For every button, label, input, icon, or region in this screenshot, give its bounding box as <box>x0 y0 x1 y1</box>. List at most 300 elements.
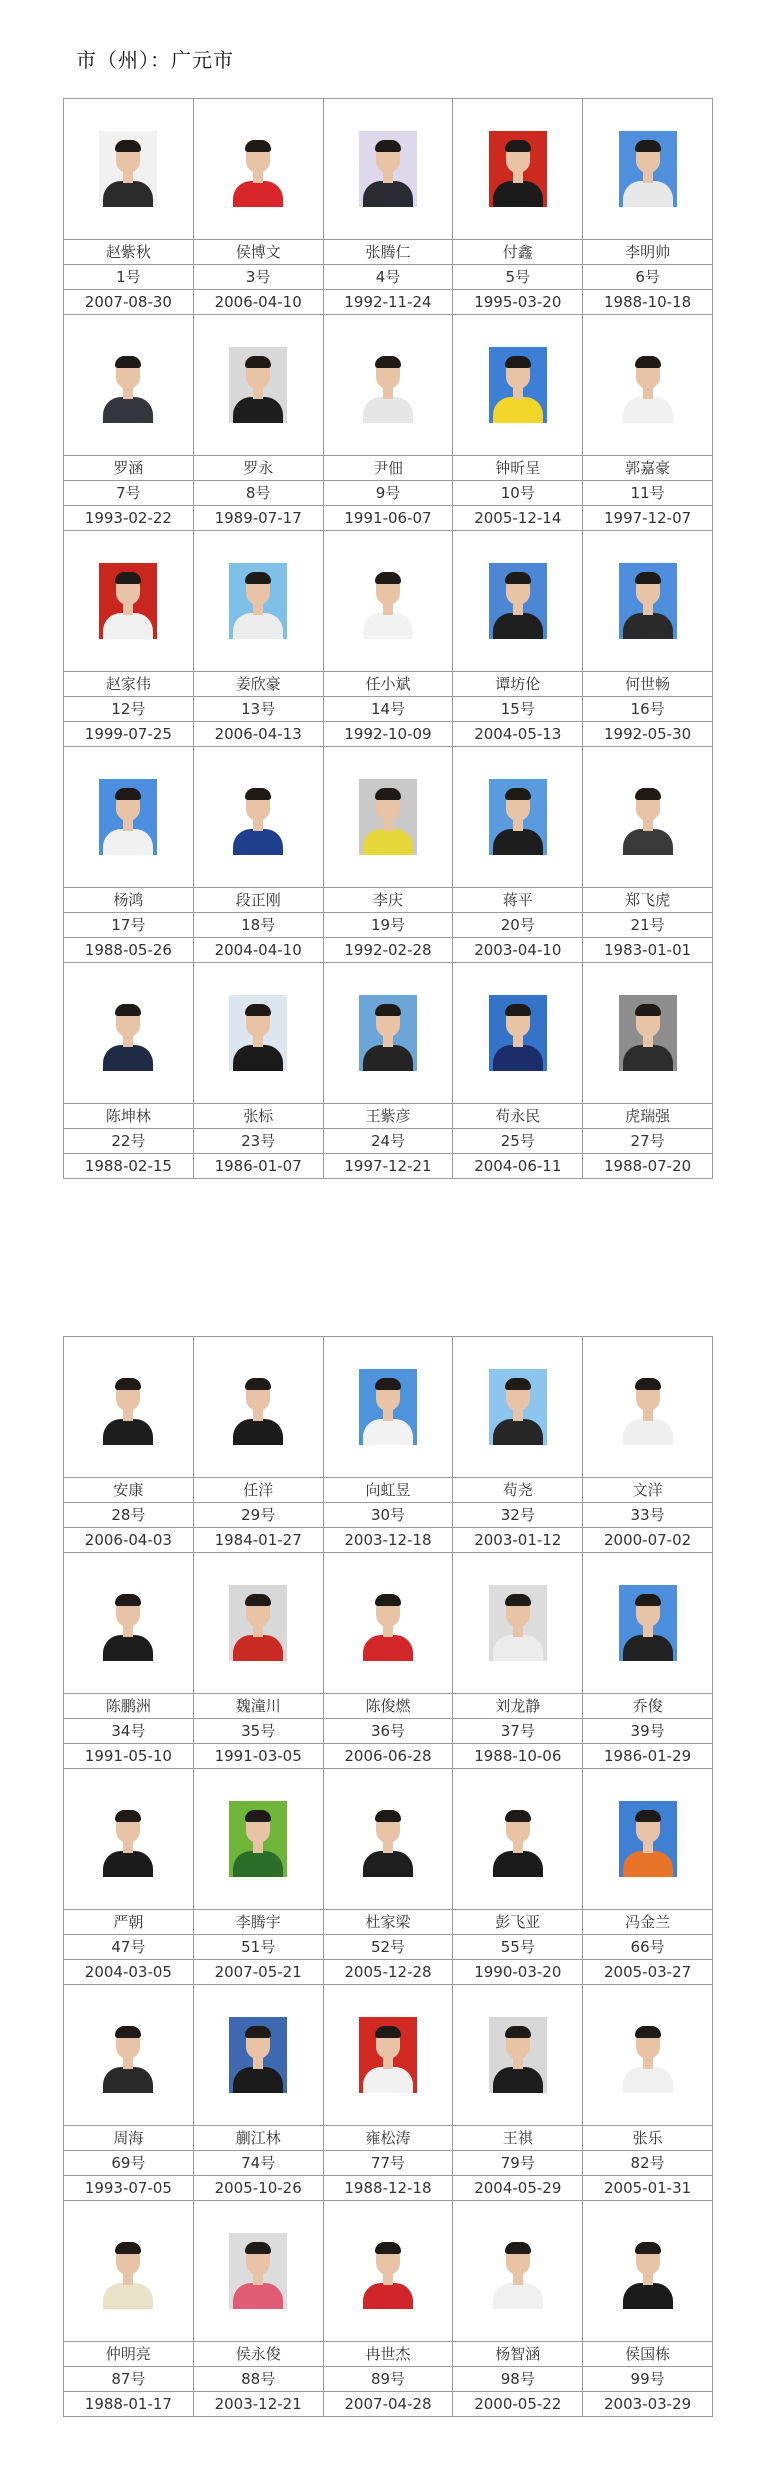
photo-shirt <box>233 1045 283 1071</box>
player-name: 文洋 <box>583 1478 713 1503</box>
photo-hair <box>505 1810 531 1822</box>
photo-cell <box>193 99 323 240</box>
photo-hair <box>115 356 141 368</box>
photo-shirt <box>623 1851 673 1877</box>
player-name: 苟永民 <box>453 1104 583 1129</box>
photo-hair <box>245 1594 271 1606</box>
photo-shirt <box>103 397 153 423</box>
photo-hair <box>115 1004 141 1016</box>
player-number: 14号 <box>323 697 453 722</box>
photo-shirt <box>103 1045 153 1071</box>
photo-cell <box>193 315 323 456</box>
player-birthdate: 2004-03-05 <box>64 1960 194 1985</box>
player-number: 15号 <box>453 697 583 722</box>
photo-cell <box>64 1337 194 1478</box>
photo-shirt <box>363 1045 413 1071</box>
player-birthdate: 2005-03-27 <box>583 1960 713 1985</box>
player-photo <box>619 131 677 207</box>
player-number: 12号 <box>64 697 194 722</box>
player-number: 36号 <box>323 1719 453 1744</box>
player-number: 18号 <box>193 913 323 938</box>
photo-shirt <box>233 1635 283 1661</box>
player-birthdate-row <box>64 1960 713 1985</box>
player-photo <box>359 779 417 855</box>
photo-hair <box>115 2242 141 2254</box>
player-name: 陈坤林 <box>64 1104 194 1129</box>
photo-cell <box>64 99 194 240</box>
player-photo <box>489 2233 547 2309</box>
photo-shirt <box>233 397 283 423</box>
player-photo <box>99 995 157 1071</box>
photo-shirt <box>233 1419 283 1445</box>
player-photo <box>489 779 547 855</box>
player-name: 陈俊燃 <box>323 1694 453 1719</box>
player-name: 尹佃 <box>323 456 453 481</box>
photo-cell <box>323 1985 453 2126</box>
photo-hair <box>375 788 401 800</box>
player-photo <box>489 563 547 639</box>
photo-hair <box>245 140 271 152</box>
photo-hair <box>115 1810 141 1822</box>
photo-hair <box>245 1004 271 1016</box>
player-number: 99号 <box>583 2367 713 2392</box>
player-number: 28号 <box>64 1503 194 1528</box>
player-photo <box>489 131 547 207</box>
photo-shirt <box>103 181 153 207</box>
player-name: 安康 <box>64 1478 194 1503</box>
photo-cell <box>583 99 713 240</box>
photo-hair <box>505 1004 531 1016</box>
photo-shirt <box>363 397 413 423</box>
photo-hair <box>375 356 401 368</box>
player-name: 陈鹏洲 <box>64 1694 194 1719</box>
player-birthdate: 2003-04-10 <box>453 938 583 963</box>
player-photo <box>619 347 677 423</box>
photo-shirt <box>493 1635 543 1661</box>
photo-shirt <box>493 181 543 207</box>
photo-hair <box>115 788 141 800</box>
photo-row <box>64 1769 713 1910</box>
player-photo <box>619 1369 677 1445</box>
photo-cell <box>583 531 713 672</box>
player-birthdate: 1990-03-20 <box>453 1960 583 1985</box>
player-birthdate: 1983-01-01 <box>583 938 713 963</box>
photo-cell <box>64 2201 194 2342</box>
player-name: 李腾宇 <box>193 1910 323 1935</box>
player-name: 谭坊伦 <box>453 672 583 697</box>
photo-cell <box>323 2201 453 2342</box>
player-birthdate-row <box>64 290 713 315</box>
photo-shirt <box>103 613 153 639</box>
player-name-row <box>64 456 713 481</box>
player-photo <box>619 2017 677 2093</box>
player-name-row <box>64 2126 713 2151</box>
photo-hair <box>375 1378 401 1390</box>
player-birthdate-row <box>64 2176 713 2201</box>
player-photo <box>619 1585 677 1661</box>
photo-shirt <box>623 613 673 639</box>
photo-cell <box>323 963 453 1104</box>
photo-shirt <box>623 2067 673 2093</box>
photo-shirt <box>623 1045 673 1071</box>
player-number-row <box>64 913 713 938</box>
player-number: 29号 <box>193 1503 323 1528</box>
player-number-row <box>64 2151 713 2176</box>
player-birthdate: 2004-05-29 <box>453 2176 583 2201</box>
photo-cell <box>453 99 583 240</box>
player-number: 55号 <box>453 1935 583 1960</box>
player-birthdate-row <box>64 506 713 531</box>
player-number: 30号 <box>323 1503 453 1528</box>
photo-shirt <box>623 1419 673 1445</box>
player-number: 16号 <box>583 697 713 722</box>
player-name: 姜欣豪 <box>193 672 323 697</box>
player-birthdate: 2006-04-10 <box>193 290 323 315</box>
player-name: 何世畅 <box>583 672 713 697</box>
player-name-row <box>64 1478 713 1503</box>
photo-cell <box>453 1337 583 1478</box>
player-name-row <box>64 2342 713 2367</box>
player-photo <box>359 2017 417 2093</box>
player-number: 88号 <box>193 2367 323 2392</box>
photo-cell <box>583 747 713 888</box>
photo-hair <box>635 1378 661 1390</box>
player-birthdate-row <box>64 1744 713 1769</box>
photo-cell <box>453 315 583 456</box>
photo-hair <box>635 1004 661 1016</box>
player-birthdate-row <box>64 1528 713 1553</box>
player-photo <box>359 1585 417 1661</box>
player-number: 8号 <box>193 481 323 506</box>
player-name: 雍松涛 <box>323 2126 453 2151</box>
player-photo <box>359 347 417 423</box>
player-birthdate-row <box>64 938 713 963</box>
player-number-row <box>64 697 713 722</box>
photo-hair <box>635 788 661 800</box>
photo-shirt <box>363 2283 413 2309</box>
photo-shirt <box>363 613 413 639</box>
photo-shirt <box>623 181 673 207</box>
photo-hair <box>505 788 531 800</box>
photo-hair <box>245 572 271 584</box>
photo-hair <box>635 1810 661 1822</box>
photo-shirt <box>493 1851 543 1877</box>
photo-cell <box>453 2201 583 2342</box>
player-photo <box>489 1585 547 1661</box>
player-birthdate: 1984-01-27 <box>193 1528 323 1553</box>
player-birthdate: 2007-04-28 <box>323 2392 453 2417</box>
player-number: 27号 <box>583 1129 713 1154</box>
photo-cell <box>64 1769 194 1910</box>
photo-shirt <box>363 1635 413 1661</box>
player-photo <box>229 563 287 639</box>
player-photo <box>229 1801 287 1877</box>
photo-hair <box>635 1594 661 1606</box>
player-birthdate: 2003-12-21 <box>193 2392 323 2417</box>
photo-cell <box>453 963 583 1104</box>
photo-shirt <box>493 2283 543 2309</box>
photo-cell <box>583 315 713 456</box>
page-title: 市（州）：广元市 <box>76 48 234 72</box>
player-name: 郑飞虎 <box>583 888 713 913</box>
player-number: 9号 <box>323 481 453 506</box>
player-number: 17号 <box>64 913 194 938</box>
photo-cell <box>64 963 194 1104</box>
photo-cell <box>323 531 453 672</box>
player-number: 82号 <box>583 2151 713 2176</box>
player-number-row <box>64 1129 713 1154</box>
player-number: 1号 <box>64 265 194 290</box>
photo-row <box>64 747 713 888</box>
player-name: 杨智涵 <box>453 2342 583 2367</box>
photo-hair <box>505 572 531 584</box>
player-birthdate-row <box>64 2392 713 2417</box>
player-name: 段正刚 <box>193 888 323 913</box>
player-photo <box>229 347 287 423</box>
photo-shirt <box>233 829 283 855</box>
photo-hair <box>505 2242 531 2254</box>
photo-hair <box>245 2242 271 2254</box>
player-name: 蒋平 <box>453 888 583 913</box>
photo-cell <box>583 2201 713 2342</box>
photo-hair <box>245 788 271 800</box>
player-photo <box>359 995 417 1071</box>
player-name: 苟尧 <box>453 1478 583 1503</box>
photo-cell <box>193 1769 323 1910</box>
player-photo <box>619 779 677 855</box>
player-photo <box>359 1369 417 1445</box>
photo-hair <box>505 140 531 152</box>
player-photo <box>229 779 287 855</box>
player-photo <box>99 131 157 207</box>
player-number-row <box>64 2367 713 2392</box>
player-number-row <box>64 481 713 506</box>
photo-cell <box>193 1985 323 2126</box>
photo-cell <box>323 1769 453 1910</box>
photo-hair <box>375 1004 401 1016</box>
photo-hair <box>115 140 141 152</box>
photo-cell <box>193 531 323 672</box>
player-birthdate: 1986-01-07 <box>193 1154 323 1179</box>
player-name-row <box>64 1104 713 1129</box>
player-name: 赵家伟 <box>64 672 194 697</box>
photo-shirt <box>233 2283 283 2309</box>
player-name-row <box>64 1910 713 1935</box>
photo-shirt <box>103 1419 153 1445</box>
player-number: 35号 <box>193 1719 323 1744</box>
player-photo <box>99 1585 157 1661</box>
player-birthdate-row <box>64 722 713 747</box>
photo-hair <box>375 572 401 584</box>
player-number: 10号 <box>453 481 583 506</box>
player-name: 任洋 <box>193 1478 323 1503</box>
photo-cell <box>453 1985 583 2126</box>
player-photo <box>619 563 677 639</box>
player-number: 51号 <box>193 1935 323 1960</box>
photo-row <box>64 1553 713 1694</box>
player-photo <box>99 563 157 639</box>
player-birthdate: 1993-07-05 <box>64 2176 194 2201</box>
player-number: 3号 <box>193 265 323 290</box>
player-photo <box>229 995 287 1071</box>
player-photo <box>489 1369 547 1445</box>
player-number-row <box>64 1935 713 1960</box>
player-name: 虎瑞强 <box>583 1104 713 1129</box>
photo-cell <box>193 747 323 888</box>
player-number: 66号 <box>583 1935 713 1960</box>
photo-shirt <box>493 613 543 639</box>
player-photo <box>359 2233 417 2309</box>
photo-cell <box>193 1553 323 1694</box>
player-name: 冯金兰 <box>583 1910 713 1935</box>
photo-shirt <box>363 1851 413 1877</box>
player-name: 蒯江林 <box>193 2126 323 2151</box>
photo-hair <box>375 2026 401 2038</box>
photo-hair <box>505 1378 531 1390</box>
player-photo <box>99 1801 157 1877</box>
photo-row <box>64 531 713 672</box>
photo-cell <box>323 1337 453 1478</box>
player-table-1 <box>63 98 713 1179</box>
player-birthdate: 1993-02-22 <box>64 506 194 531</box>
photo-shirt <box>363 829 413 855</box>
player-name: 罗永 <box>193 456 323 481</box>
photo-shirt <box>623 397 673 423</box>
photo-row <box>64 963 713 1104</box>
player-number: 87号 <box>64 2367 194 2392</box>
player-number: 33号 <box>583 1503 713 1528</box>
player-photo <box>619 995 677 1071</box>
player-name: 任小斌 <box>323 672 453 697</box>
player-name: 杜家梁 <box>323 1910 453 1935</box>
photo-hair <box>635 140 661 152</box>
player-birthdate: 1989-07-17 <box>193 506 323 531</box>
player-name: 郭嘉豪 <box>583 456 713 481</box>
player-birthdate: 1991-03-05 <box>193 1744 323 1769</box>
photo-hair <box>245 356 271 368</box>
player-number: 24号 <box>323 1129 453 1154</box>
photo-hair <box>635 2242 661 2254</box>
photo-hair <box>245 2026 271 2038</box>
player-name: 彭飞亚 <box>453 1910 583 1935</box>
photo-shirt <box>103 1635 153 1661</box>
photo-hair <box>635 356 661 368</box>
player-photo <box>99 779 157 855</box>
player-photo <box>229 1369 287 1445</box>
photo-cell <box>583 1985 713 2126</box>
player-name: 付鑫 <box>453 240 583 265</box>
player-birthdate: 2004-04-10 <box>193 938 323 963</box>
player-number: 37号 <box>453 1719 583 1744</box>
player-name: 魏潼川 <box>193 1694 323 1719</box>
photo-shirt <box>493 1419 543 1445</box>
player-photo <box>99 2017 157 2093</box>
photo-shirt <box>103 1851 153 1877</box>
player-number: 89号 <box>323 2367 453 2392</box>
photo-cell <box>453 1553 583 1694</box>
photo-cell <box>64 531 194 672</box>
player-photo <box>359 131 417 207</box>
photo-hair <box>375 140 401 152</box>
player-name: 钟昕呈 <box>453 456 583 481</box>
player-birthdate: 1988-07-20 <box>583 1154 713 1179</box>
photo-row <box>64 99 713 240</box>
photo-shirt <box>233 1851 283 1877</box>
player-birthdate: 1992-10-09 <box>323 722 453 747</box>
photo-cell <box>583 1337 713 1478</box>
photo-cell <box>583 1769 713 1910</box>
player-number: 19号 <box>323 913 453 938</box>
photo-hair <box>115 2026 141 2038</box>
player-name: 刘龙静 <box>453 1694 583 1719</box>
player-name: 李庆 <box>323 888 453 913</box>
player-birthdate: 1997-12-07 <box>583 506 713 531</box>
photo-hair <box>115 572 141 584</box>
player-number: 20号 <box>453 913 583 938</box>
player-name: 乔俊 <box>583 1694 713 1719</box>
photo-hair <box>635 2026 661 2038</box>
player-name: 冉世杰 <box>323 2342 453 2367</box>
player-table-2 <box>63 1336 713 2417</box>
player-birthdate: 2003-12-18 <box>323 1528 453 1553</box>
player-birthdate: 2005-01-31 <box>583 2176 713 2201</box>
player-photo <box>99 2233 157 2309</box>
player-number: 4号 <box>323 265 453 290</box>
player-number-row <box>64 1719 713 1744</box>
player-number: 77号 <box>323 2151 453 2176</box>
player-birthdate: 2006-06-28 <box>323 1744 453 1769</box>
photo-hair <box>505 356 531 368</box>
player-photo <box>229 2017 287 2093</box>
player-birthdate: 1991-05-10 <box>64 1744 194 1769</box>
player-photo <box>359 563 417 639</box>
photo-row <box>64 315 713 456</box>
photo-cell <box>323 315 453 456</box>
photo-shirt <box>103 829 153 855</box>
photo-shirt <box>623 1635 673 1661</box>
photo-row <box>64 2201 713 2342</box>
player-birthdate: 2003-03-29 <box>583 2392 713 2417</box>
photo-shirt <box>233 181 283 207</box>
photo-cell <box>193 963 323 1104</box>
player-birthdate: 2007-05-21 <box>193 1960 323 1985</box>
player-name: 张标 <box>193 1104 323 1129</box>
photo-shirt <box>623 2283 673 2309</box>
photo-hair <box>375 1810 401 1822</box>
player-number-row <box>64 265 713 290</box>
player-number: 74号 <box>193 2151 323 2176</box>
player-birthdate: 2004-06-11 <box>453 1154 583 1179</box>
photo-row <box>64 1985 713 2126</box>
photo-cell <box>193 1337 323 1478</box>
player-number: 11号 <box>583 481 713 506</box>
player-name: 李明帅 <box>583 240 713 265</box>
photo-hair <box>635 572 661 584</box>
player-birthdate: 1986-01-29 <box>583 1744 713 1769</box>
player-photo <box>229 2233 287 2309</box>
player-birthdate: 1999-07-25 <box>64 722 194 747</box>
player-number-row <box>64 1503 713 1528</box>
photo-cell <box>64 1985 194 2126</box>
player-name: 严朝 <box>64 1910 194 1935</box>
player-name: 向虹昱 <box>323 1478 453 1503</box>
player-number: 7号 <box>64 481 194 506</box>
player-photo <box>99 347 157 423</box>
player-photo <box>359 1801 417 1877</box>
photo-shirt <box>623 829 673 855</box>
player-name-row <box>64 1694 713 1719</box>
photo-cell <box>64 1553 194 1694</box>
